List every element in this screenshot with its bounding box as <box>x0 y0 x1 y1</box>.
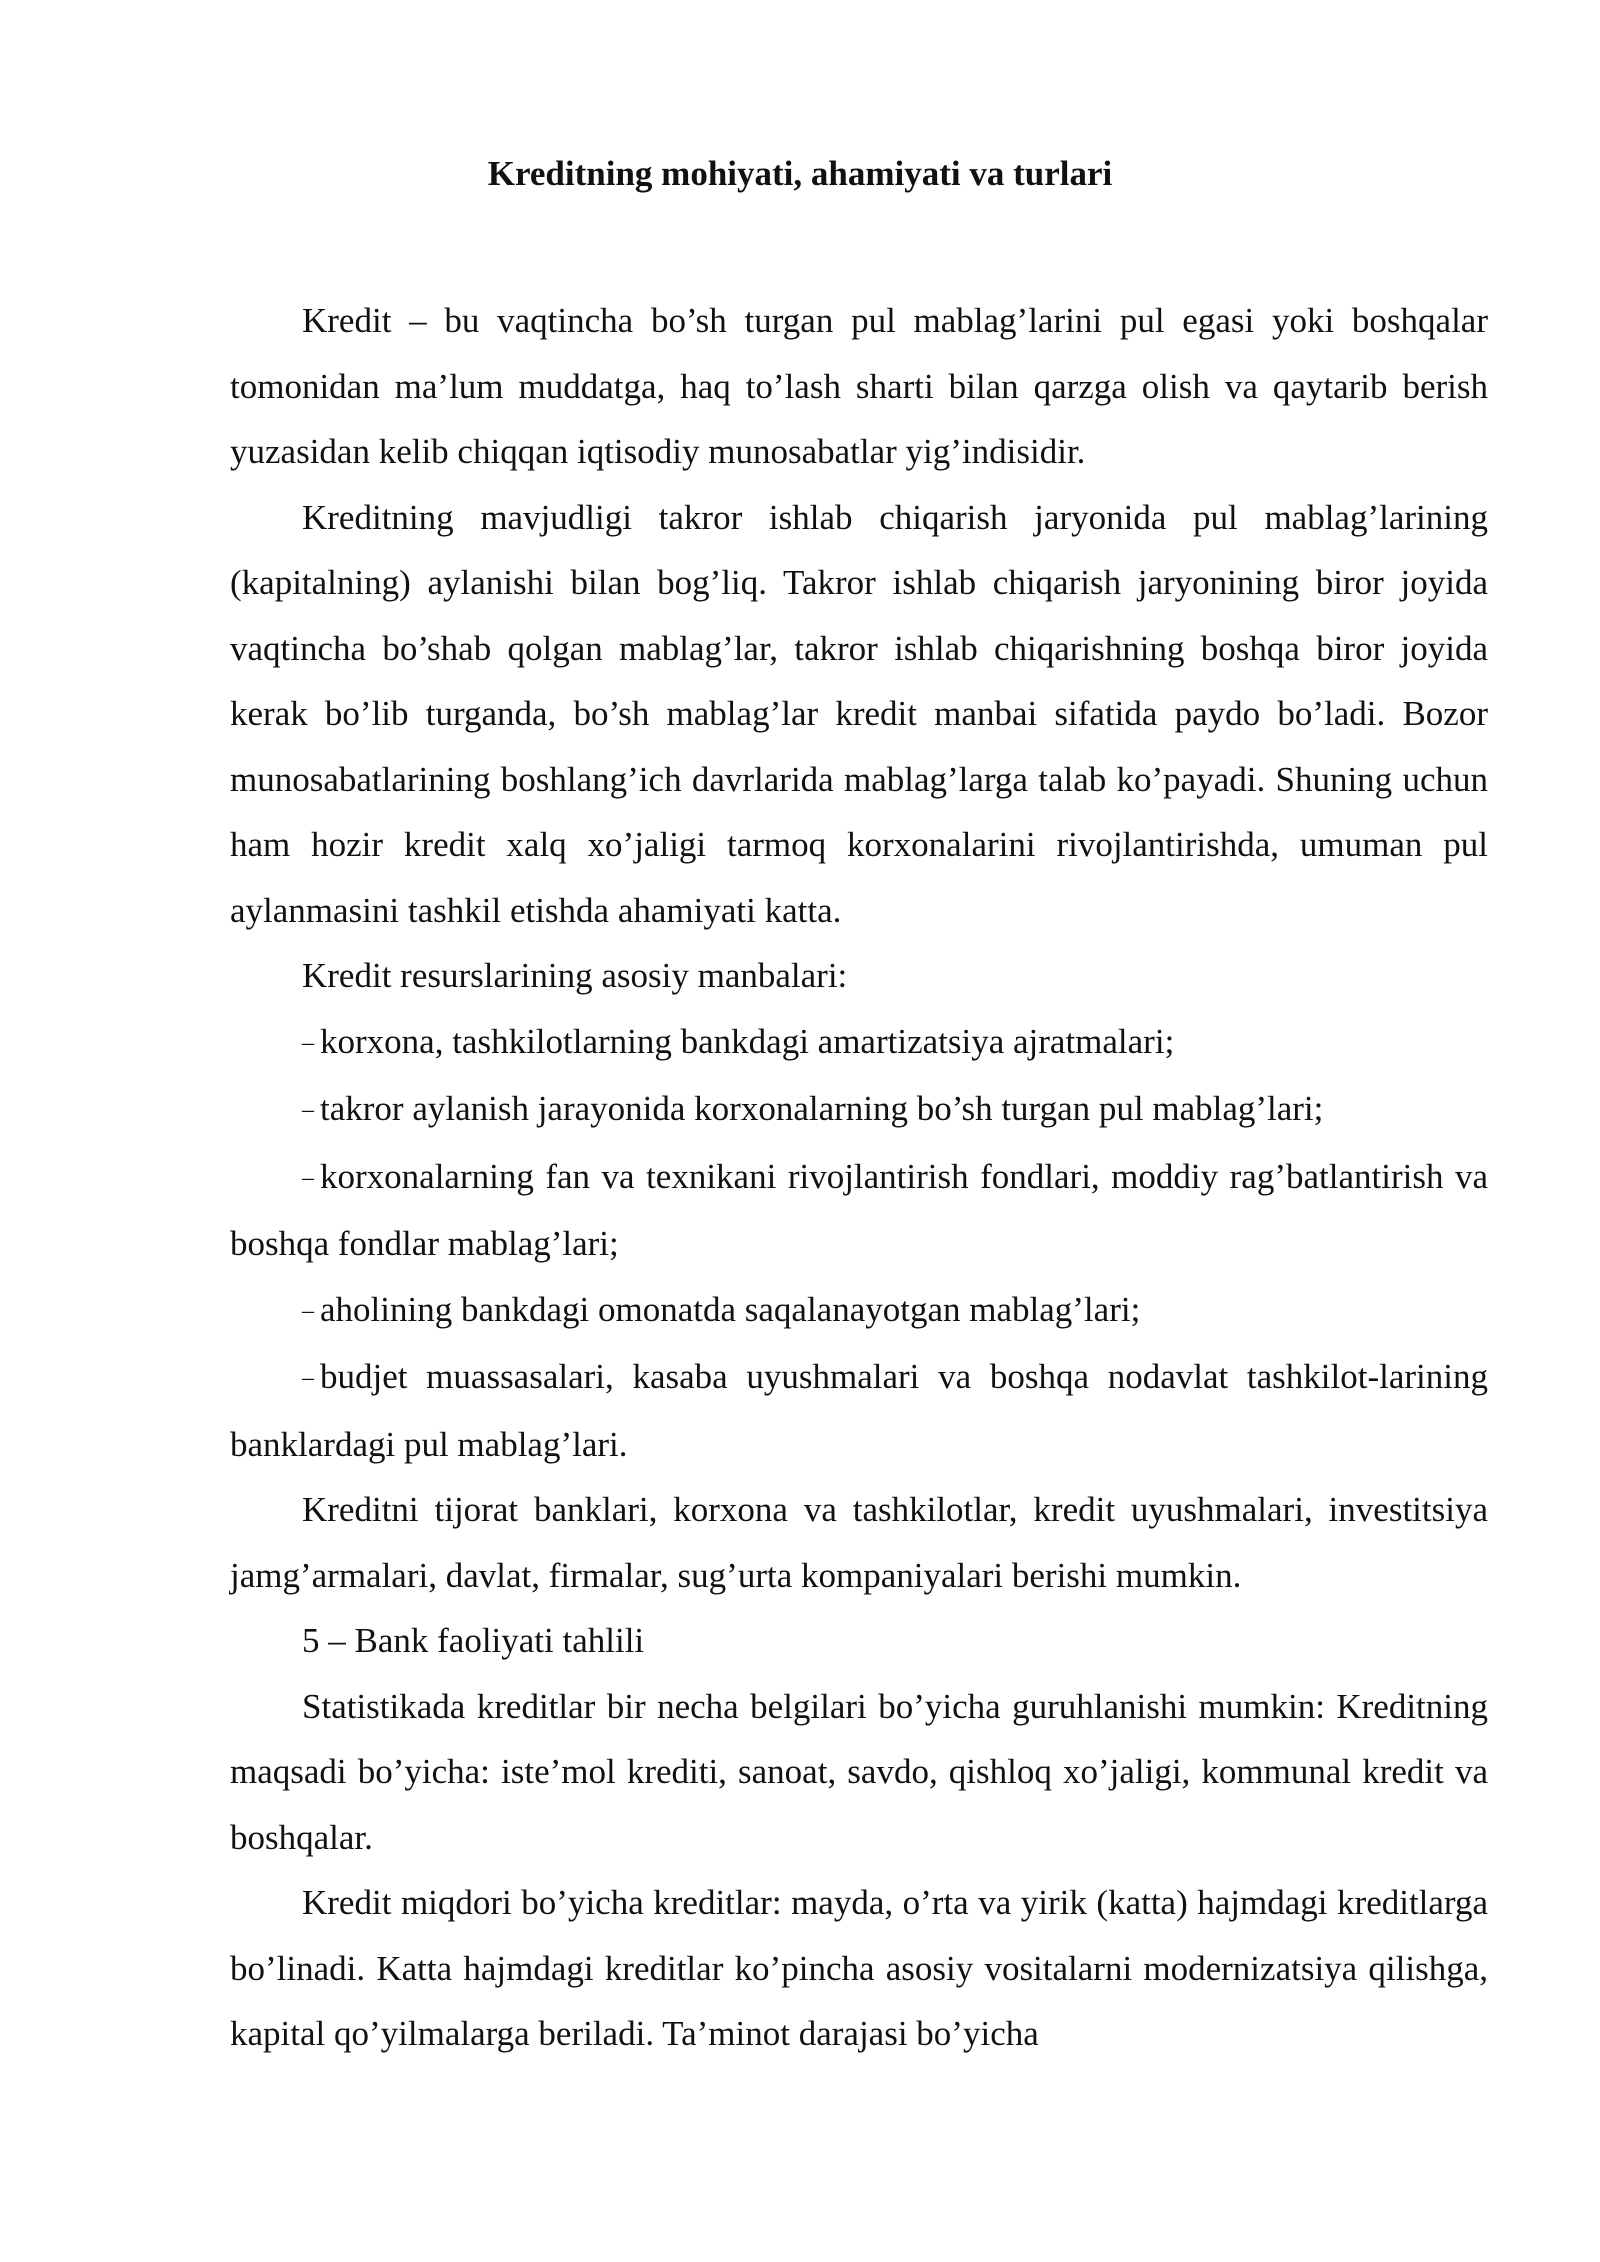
paragraph-classification: Statistikada kreditlar bir necha belgilari bo’yicha guruhlanishi mumkin: Kreditning maqsadi bo’yicha: iste’mol krediti, sanoat, savdo, qishloq xo’jaligi, kommunal kredit va boshqalar. <box>230 1686 1488 1857</box>
dash-bullet: – <box>302 1097 314 1123</box>
document-body <box>230 288 1488 2067</box>
paragraph-lenders: Kreditni tijorat banklari, korxona va tashkilotlar, kredit uyushmalari, investitsiya jamg’armalari, davlat, firmalar, sug’urta kompaniyalari berishi mumkin. <box>230 1490 1488 1595</box>
list-item <box>230 1076 1488 1144</box>
list-item <box>230 1009 1488 1077</box>
dash-bullet: – <box>302 1365 314 1391</box>
list-item-text: budjet muassasalari, kasaba uyushmalari va boshqa nodavlat tashkilot-larining banklardagi pul mablag’lari. <box>230 1357 1488 1464</box>
document-title: Kreditning mohiyati, ahamiyati va turlari <box>487 154 1113 193</box>
list-item-text: korxonalarning fan va texnikani rivojlantirish fondlari, moddiy rag’batlantirish va boshqa fondlar mablag’lari; <box>230 1156 1488 1263</box>
list-item-text: korxona, tashkilotlarning bankdagi amartizatsiya ajratmalari; <box>320 1021 1175 1061</box>
paragraph-size: Kredit miqdori bo’yicha kreditlar: mayda, o’rta va yirik (katta) hajmdagi kreditlarga bo’linadi. Katta hajmdagi kreditlar ko’pincha asosiy vositalarni modernizatsiya qilishga, kapital qo’yilmalarga beriladi. Ta’minot darajasi bo’yicha <box>230 1883 1488 2053</box>
list-item-text: takror aylanish jarayonida korxonalarning bo’sh turgan pul mablag’lari; <box>320 1089 1324 1128</box>
paragraph-existence: Kreditning mavjudligi takror ishlab chiqarish jaryonida pul mablag’larining (kapitalning) aylanishi bilan bog’liq. Takror ishlab chiqarish jaryonining biror joyida vaqtincha bo’shab qolgan mablag’lar, takror ishlab chiqarishning boshqa biror joyida kerak bo’lib turganda, bo’sh mablag’lar kredit manbai sifatida paydo bo’ladi. Bozor munosabatlarining boshlang’ich davrlarida mablag’larga talab ko’payadi. Shuning uchun ham hozir kredit xalq xo’jaligi tarmoq korxonalarini rivojlantirishda, umuman pul aylanmasini tashkil etishda ahamiyati katta. <box>230 497 1488 930</box>
list-item <box>230 1144 1488 1277</box>
paragraph-section-ref: 5 – Bank faoliyati tahlili <box>302 1621 645 1660</box>
dash-bullet: – <box>302 1164 314 1191</box>
list-item-text: aholining bankdagi omonatda saqalanayotgan mablag’lari; <box>320 1289 1141 1329</box>
list-item <box>230 1277 1488 1345</box>
paragraph-definition: Kredit – bu vaqtincha bo’sh turgan pul mablag’larini pul egasi yoki boshqalar tomonidan ma’lum muddatga, haq to’lash sharti bilan qarzga olish va qaytarib berish yuzasidan kelib chiqqan iqtisodiy munosabatlar yig’indisidir. <box>230 301 1488 471</box>
dash-bullet: – <box>302 1297 314 1324</box>
paragraph-sources-intro: Kredit resurslarining asosiy manbalari: <box>302 956 848 995</box>
list-item <box>230 1344 1488 1477</box>
dash-bullet: – <box>302 1029 314 1056</box>
